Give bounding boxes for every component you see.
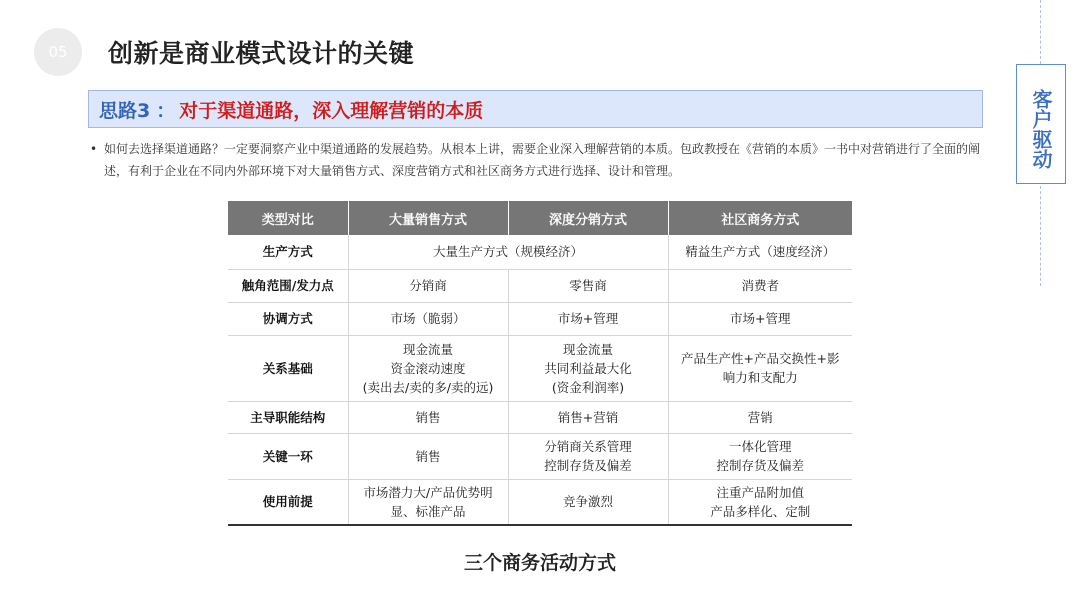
page-title: 创新是商业模式设计的关键 [108,39,415,68]
section-header-bar [88,90,983,128]
slide-number-badge: 05 [34,28,82,76]
intro-text: 如何去选择渠道通路？一定要洞察产业中渠道通路的发展趋势。从根本上讲，需要企业深入理解营销的本质。包政教授在《营销的本质》一书中对营销进行了全面的阐述，有利于企业在不同内外部环境下对大量销售方式、深度营销方式和社区商务方式进行选择、设计和管理。 [104,142,981,178]
table-cell: 市场+管理 [508,302,668,335]
table-header-row [228,201,852,235]
section-label: 思路3 [99,99,151,122]
decorative-dashed-line [1040,186,1041,286]
row-header: 关键一环 [228,433,348,479]
cell-line: 显、标准产品 [390,503,466,519]
table-cell [668,433,852,479]
table-caption: 三个商务活动方式 [463,552,616,574]
row-header: 触角范围/发力点 [228,269,348,302]
table-cell-merged: 大量生产方式（规模经济） [348,235,668,269]
cell-line: 市场潜力大/产品优势明 [363,484,493,500]
table-cell: 零售商 [508,269,668,302]
table-cell [668,479,852,525]
table-row [228,401,852,433]
section-colon: ： [156,99,176,122]
table-cell: 市场+管理 [668,302,852,335]
bullet-icon: • [90,142,98,156]
table-cell [348,479,508,525]
table-cell: 销售 [348,433,508,479]
cell-line: 注重产品附加值 [716,484,804,500]
table-row [228,302,852,335]
cell-line: 控制存货及偏差 [544,458,632,473]
table-cell: 销售+营销 [508,401,668,433]
table-cell: 竞争激烈 [508,479,668,525]
cell-line: 现金流量 [562,341,613,357]
cell-line: 产品多样化、定制 [710,503,811,519]
cell-line: 控制存货及偏差 [716,458,804,473]
row-header: 关系基础 [228,335,348,401]
table-row [228,235,852,269]
side-label-customer-driven: 客户驱动 [1016,64,1066,184]
table-row [228,433,852,479]
intro-paragraph [90,138,990,182]
cell-line: (卖出去/卖的多/卖的远) [362,379,494,395]
row-header: 生产方式 [228,235,348,269]
table-cell: 营销 [668,401,852,433]
table-row [228,269,852,302]
table-cell [508,335,668,401]
cell-line: 资金滚动速度 [390,360,466,376]
cell-line: (资金利润率) [551,379,625,395]
section-topic: 对于渠道通路，深入理解营销的本质 [179,99,484,122]
table-header-cell: 社区商务方式 [668,201,852,235]
table-cell: 消费者 [668,269,852,302]
table-cell [668,335,852,401]
table-cell [348,335,508,401]
table-header-cell: 深度分销方式 [508,201,668,235]
cell-line: 产品生产性+产品交换性+影 [681,351,840,366]
table-cell: 市场（脆弱） [348,302,508,335]
cell-line: 共同利益最大化 [544,360,632,376]
comparison-table [228,201,852,526]
table-row [228,335,852,401]
table-cell: 分销商 [348,269,508,302]
table-cell: 销售 [348,401,508,433]
table-header-cell: 大量销售方式 [348,201,508,235]
decorative-dashed-line [1040,0,1041,64]
table-cell: 精益生产方式（速度经济） [668,235,852,269]
row-header: 主导职能结构 [228,401,348,433]
row-header: 协调方式 [228,302,348,335]
cell-line: 现金流量 [402,341,453,357]
row-header: 使用前提 [228,479,348,525]
table-row [228,479,852,525]
cell-line: 分销商关系管理 [544,439,632,454]
cell-line: 一体化管理 [728,439,792,454]
cell-line: 响力和支配力 [722,370,798,385]
table-header-cell: 类型对比 [228,201,348,235]
table-cell [508,433,668,479]
